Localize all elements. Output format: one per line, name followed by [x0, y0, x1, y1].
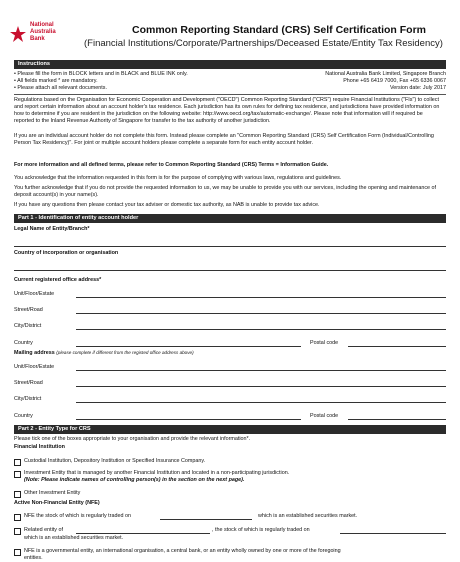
paragraph-info: For more information and all defined terms, please refer to Common Reporting Standard (CRS) Terms = Information Guide.: [14, 162, 329, 168]
country-field[interactable]: [76, 346, 301, 347]
legal-name-label: Legal Name of Entity/Branch*: [14, 226, 90, 232]
nfe-traded-market-field[interactable]: [160, 519, 252, 520]
logo-text: National Australia Bank: [30, 22, 56, 42]
street-label: Street/Road: [14, 307, 43, 313]
instruction-item: • All fields marked * are mandatory.: [14, 78, 98, 84]
mail-unit-field[interactable]: [76, 370, 446, 371]
star-icon: [10, 26, 26, 42]
custodial-label: Custodial Institution, Depository Institution or Specified Insurance Company.: [24, 458, 206, 464]
mail-city-label: City/District: [14, 396, 42, 402]
postal-field[interactable]: [348, 346, 446, 347]
mail-country-field[interactable]: [76, 419, 301, 420]
investment-managed-note: (Note: Please indicate names of controlling person(s) in the section on the next page).: [24, 477, 245, 483]
other-investment-checkbox[interactable]: [14, 491, 21, 498]
paragraph-individual: If you are an individual account holder do not complete this form. Instead please complete an "Common Reporting Standard (CRS) Self Certification Form (Individual/Controlling Person Tax Residency)". For joint or multiple account holders please complete a separate form for each entity account holder.: [14, 133, 434, 146]
unit-field[interactable]: [76, 297, 446, 298]
instructions-heading: Instructions: [14, 60, 446, 69]
related-entity-checkbox[interactable]: [14, 528, 21, 535]
divider: [14, 94, 446, 95]
paragraph-questions: If you have any questions then please contact your tax adviser or domestic tax authority, as NAB is unable to provide tax advice.: [14, 202, 320, 208]
investment-managed-label: Investment Entity that is managed by another Financial Institution and located in a non-participating jurisdiction.: [24, 470, 290, 476]
investment-managed-checkbox[interactable]: [14, 471, 21, 478]
country-incorp-label: Country of incorporation or organisation: [14, 250, 119, 256]
paragraph-acknowledge: You acknowledge that the information requested in this form is for the purpose of complying with various laws, regulations and guidelines.: [14, 175, 342, 181]
country-incorp-field[interactable]: [14, 270, 446, 271]
mail-city-field[interactable]: [76, 402, 446, 403]
mailing-note: (please complete if different from the registed office address above): [56, 350, 194, 355]
part2-heading: Part 2 - Entity Type for CRS: [14, 425, 446, 434]
bank-address: National Australia Bank Limited, Singapore Branch: [325, 71, 446, 77]
form-subtitle: (Financial Institutions/Corporate/Partnerships/Deceased Estate/Entity Tax Residency): [84, 38, 443, 49]
nfe-traded-suffix: which is an established securities market.: [258, 513, 358, 519]
city-field[interactable]: [76, 329, 446, 330]
custodial-checkbox[interactable]: [14, 459, 21, 466]
nfe-governmental-checkbox[interactable]: [14, 549, 21, 556]
related-entity-market-field[interactable]: [340, 533, 446, 534]
instruction-item: • Please fill the form in BLOCK letters and in BLACK and BLUE INK only.: [14, 71, 188, 77]
mail-postal-label: Postal code: [310, 413, 339, 419]
related-entity-label: Related entity of: [24, 527, 63, 533]
fi-heading: Financial Institution: [14, 444, 65, 450]
other-investment-label: Other Investment Entity: [24, 490, 81, 496]
form-title: Common Reporting Standard (CRS) Self Certification Form: [132, 24, 427, 36]
nfe-traded-checkbox[interactable]: [14, 514, 21, 521]
mail-street-label: Street/Road: [14, 380, 43, 386]
city-label: City/District: [14, 323, 42, 329]
paragraph-further: You further acknowledge that if you do not provide the requested information to us, we may be unable to provide you with our services, including the opening and maintenance of deposit account(s) in your name(s).: [14, 185, 437, 198]
mail-unit-label: Unit/Floor/Estate: [14, 364, 55, 370]
mail-postal-field[interactable]: [348, 419, 446, 420]
instruction-item: • Please attach all relevant documents.: [14, 85, 107, 91]
nfe-governmental-label: NFE is a governmental entity, an international organisation, a central bank, or an entity wholly owned by one or more of the foregoing: [24, 548, 341, 554]
street-field[interactable]: [76, 313, 446, 314]
postal-label: Postal code: [310, 340, 339, 346]
mailing-label: Mailing address: [14, 350, 55, 356]
nfe-governmental-suffix: entities.: [24, 555, 43, 561]
mail-street-field[interactable]: [76, 386, 446, 387]
related-entity-name-field[interactable]: [76, 533, 210, 534]
legal-name-field[interactable]: [14, 246, 446, 247]
nab-logo: [10, 22, 80, 52]
paragraph-crs: Regulations based on the Organisation for Economic Cooperation and Development ("OECD") Common Reporting Standard ("CRS") require Financial Institutions ("FIs") to collect and report certain information about an account holder's tax residence. Each jurisdiction has its own rules for defining tax residence, and jurisdictions have provided information on how to determine if you are resident in the jurisdiction on the following website: http://www.oecd.org/tax/automatic-exchange/. Please note that information will if required be reported to the Inland Revenue Authority of Singapore for transfer to the tax authority of another jurisdiction.: [14, 97, 440, 124]
current-address-label: Current registered office address*: [14, 277, 102, 283]
version-date: Version date: July 2017: [389, 85, 446, 91]
related-entity-suffix: which is an established securities market.: [24, 535, 124, 541]
country-label: Country: [14, 340, 33, 346]
unit-label: Unit/Floor/Estate: [14, 291, 55, 297]
bank-phone: Phone +65 6419 7000, Fax +65 6336 0067: [343, 78, 446, 84]
part2-intro: Please tick one of the boxes appropriate to your organisation and provide the relevant information*.: [14, 436, 251, 442]
mail-country-label: Country: [14, 413, 33, 419]
related-entity-mid: , the stock of which is regularly traded on: [212, 527, 310, 533]
part1-heading: Part 1 - Identification of entity account holder: [14, 214, 446, 223]
nfe-traded-label: NFE the stock of which is regularly traded on: [24, 513, 131, 519]
nfe-heading: Active Non-Financial Entity (NFE): [14, 500, 100, 506]
